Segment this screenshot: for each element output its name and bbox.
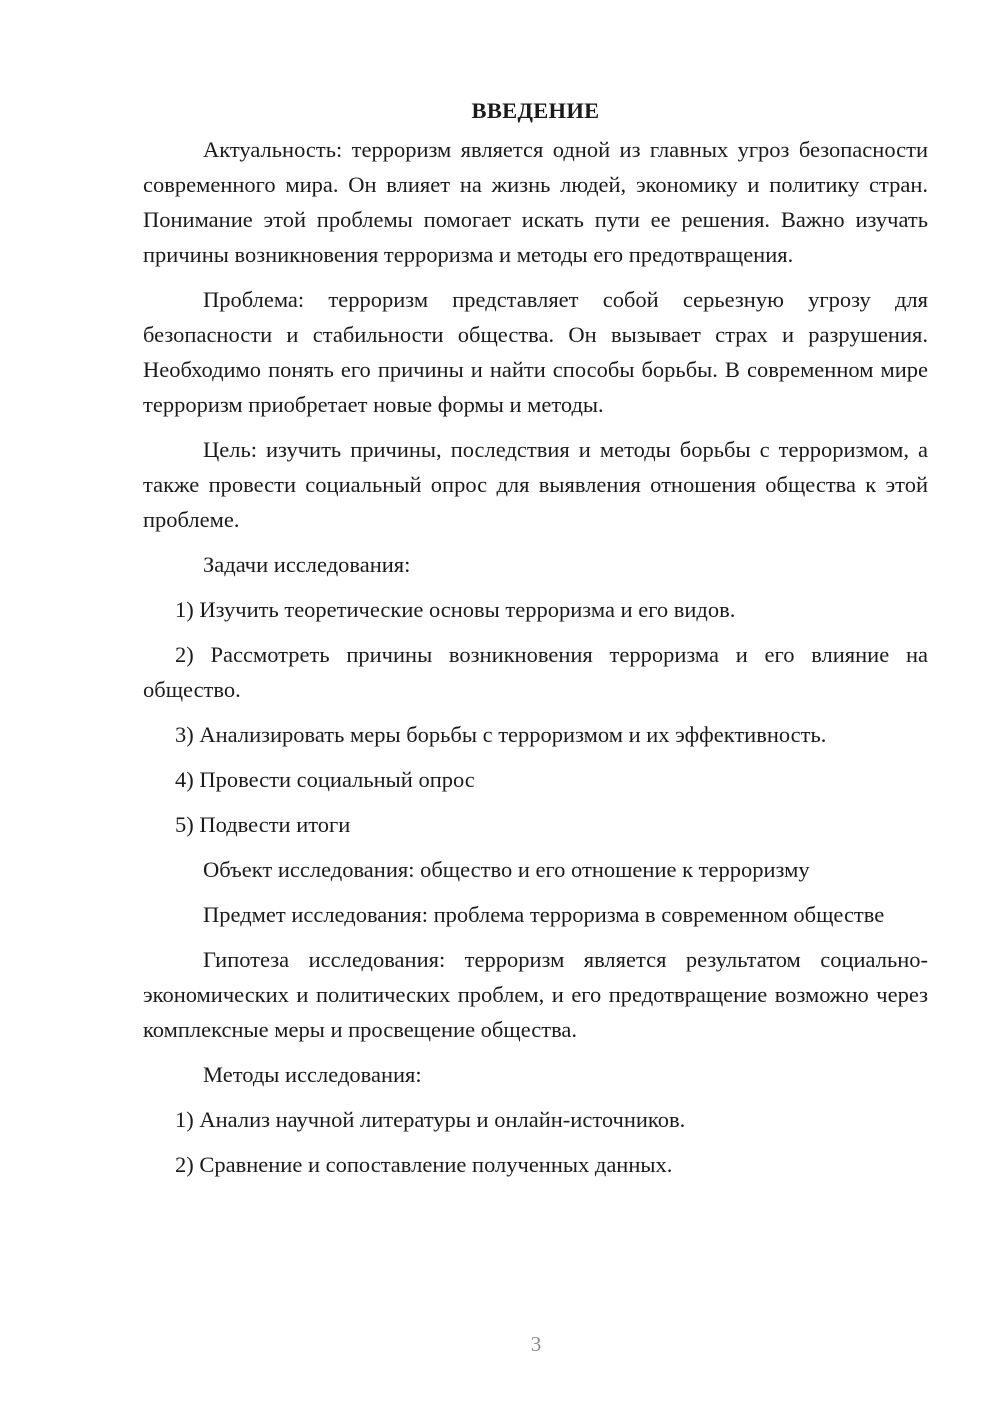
document-page bbox=[143, 94, 928, 1182]
research-hypothesis: Гипотеза исследования: терроризм является результатом социально-экономических и политических проблем, и его предотвращение возможно через комплексные меры и просвещение общества. bbox=[143, 947, 928, 1042]
research-subject: Предмет исследования: проблема терроризма в современном обществе bbox=[203, 902, 885, 927]
task-item-5: 5) Подвести итоги bbox=[175, 812, 351, 837]
page-number: 3 bbox=[530, 1332, 542, 1356]
paragraph-problem: Проблема: терроризм представляет собой серьезную угрозу для безопасности и стабильности общества. Он вызывает страх и разрушения. Необходимо понять его причины и найти способы борьбы. В современном мире терроризм приобретает новые формы и методы. bbox=[143, 287, 928, 417]
method-item-1: 1) Анализ научной литературы и онлайн-источников. bbox=[175, 1107, 686, 1132]
task-item-1: 1) Изучить теоретические основы терроризма и его видов. bbox=[175, 597, 736, 622]
methods-heading: Методы исследования: bbox=[203, 1062, 422, 1087]
paragraph-goal: Цель: изучить причины, последствия и методы борьбы с терроризмом, а также провести социальный опрос для выявления отношения общества к этой проблеме. bbox=[143, 437, 928, 532]
tasks-heading: Задачи исследования: bbox=[203, 552, 411, 577]
section-title: ВВЕДЕНИЕ bbox=[471, 98, 600, 123]
paragraph-relevance: Актуальность: терроризм является одной из главных угроз безопасности современного мира. Он влияет на жизнь людей, экономику и политику стран. Понимание этой проблемы помогает искать пути ее решения. Важно изучать причины возникновения терроризма и методы его предотвращения. bbox=[143, 137, 928, 267]
task-item-3: 3) Анализировать меры борьбы с терроризмом и их эффективность. bbox=[175, 722, 827, 747]
task-item-2: 2) Рассмотреть причины возникновения терроризма и его влияние на общество. bbox=[143, 642, 928, 702]
task-item-4: 4) Провести социальный опрос bbox=[175, 767, 475, 792]
research-object: Объект исследования: общество и его отношение к терроризму bbox=[203, 857, 810, 882]
method-item-2: 2) Сравнение и сопоставление полученных данных. bbox=[175, 1152, 673, 1177]
